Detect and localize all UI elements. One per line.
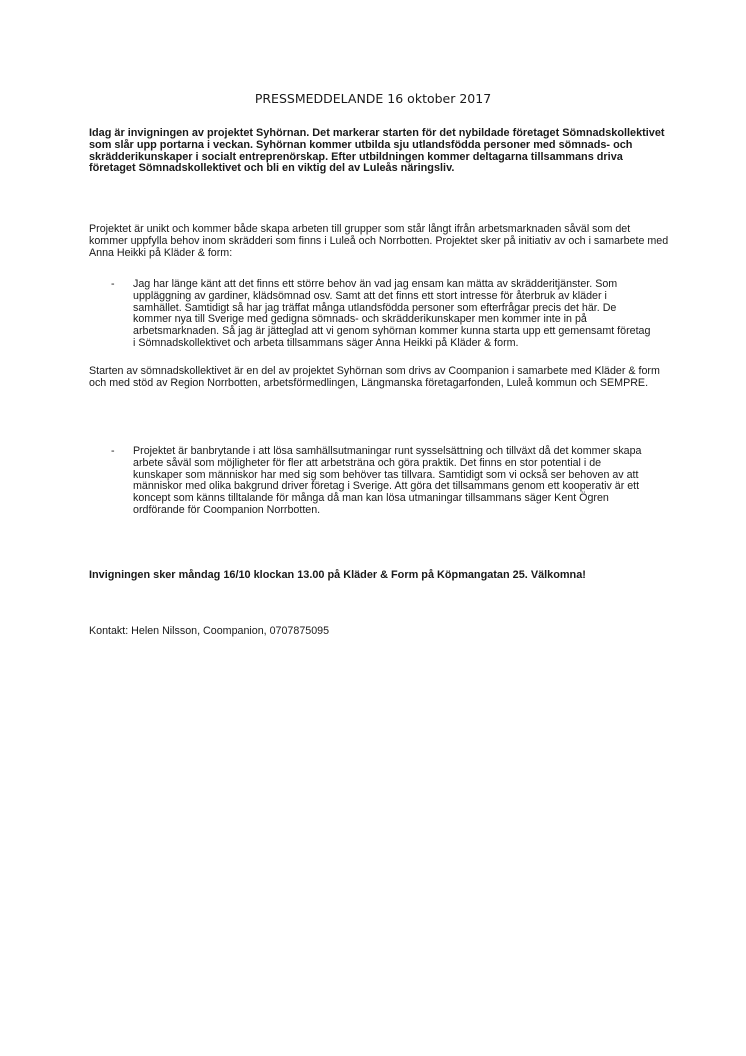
invitation-line: Invigningen sker måndag 16/10 klockan 13.00 på Kläder & Form på Köpmangatan 25. Välkomna! bbox=[89, 569, 586, 581]
lead-paragraph: Idag är invigningen av projektet Syhörnan. Det markerar starten för det nybildade företaget Sömnadskollektivet som slår upp portarna i veckan. Syhörnan kommer utbilda sju utlandsfödda personer med sömnads- och skrädderikunskaper i socialt entreprenörskap. Efter utbildningen kommer deltagarna tillsammans driva företaget Sömnadskollektivet och bli en viktig del av Luleås näringsliv. bbox=[89, 127, 665, 175]
body-paragraph-2: Starten av sömnadskollektivet är en del av projektet Syhörnan som drivs av Coompanion i samarbete med Kläder & form och med stöd av Region Norrbotten, arbetsförmedlingen, Längmanska företagarfonden, Luleå kommun och SEMPRE. bbox=[89, 365, 660, 389]
press-release-title: PRESSMEDDELANDE 16 oktober 2017 bbox=[254, 91, 492, 106]
quote-text-2: Projektet är banbrytande i att lösa samhällsutmaningar runt sysselsättning och tillväxt då det kommer skapa arbete såväl som möjligheter för fler att arbetsträna och göra praktik. Det finns en stor potential i de kunskaper som människor har med sig som behöver tas tillvara. Samtidigt som vi också ser behoven av att människor med olika bakgrund driver företag i Sverige. Att göra det tillsammans genom ett kooperativ är ett koncept som känns tilltalande för många då man kan lösa utmaningar tillsammans säger Kent Ögren ordförande för Coompanion Norrbotten. bbox=[133, 445, 642, 516]
quote-text-1: Jag har länge känt att det finns ett större behov än vad jag ensam kan mätta av skrädderitjänster. Som uppläggning av gardiner, klädsömnad osv. Samt att det finns ett stort intresse för återbruk av kläder i samhället. Samtidigt så har jag träffat många utlandsfödda personer som efterfrågar precis det här. De kommer nya till Sverige med gedigna sömnads- och skrädderikunskaper men kommer inte in på arbetsmarknaden. Så jag är jätteglad att vi genom syhörnan kommer kunna starta upp ett gemensamt företag i Sömnadskollektivet och arbeta tillsammans säger Anna Heikki på Kläder & form. bbox=[133, 278, 651, 349]
quote-dash-1: - bbox=[111, 278, 115, 290]
quote-dash-2: - bbox=[111, 445, 115, 457]
body-paragraph-1: Projektet är unikt och kommer både skapa arbeten till grupper som står långt ifrån arbetsmarknaden såväl som det kommer uppfylla behov inom skrädderi som finns i Luleå och Norrbotten. Projektet sker på initiativ av och i samarbete med Anna Heikki på Kläder & form: bbox=[89, 223, 669, 259]
contact-line: Kontakt: Helen Nilsson, Coompanion, 0707875095 bbox=[89, 625, 330, 637]
